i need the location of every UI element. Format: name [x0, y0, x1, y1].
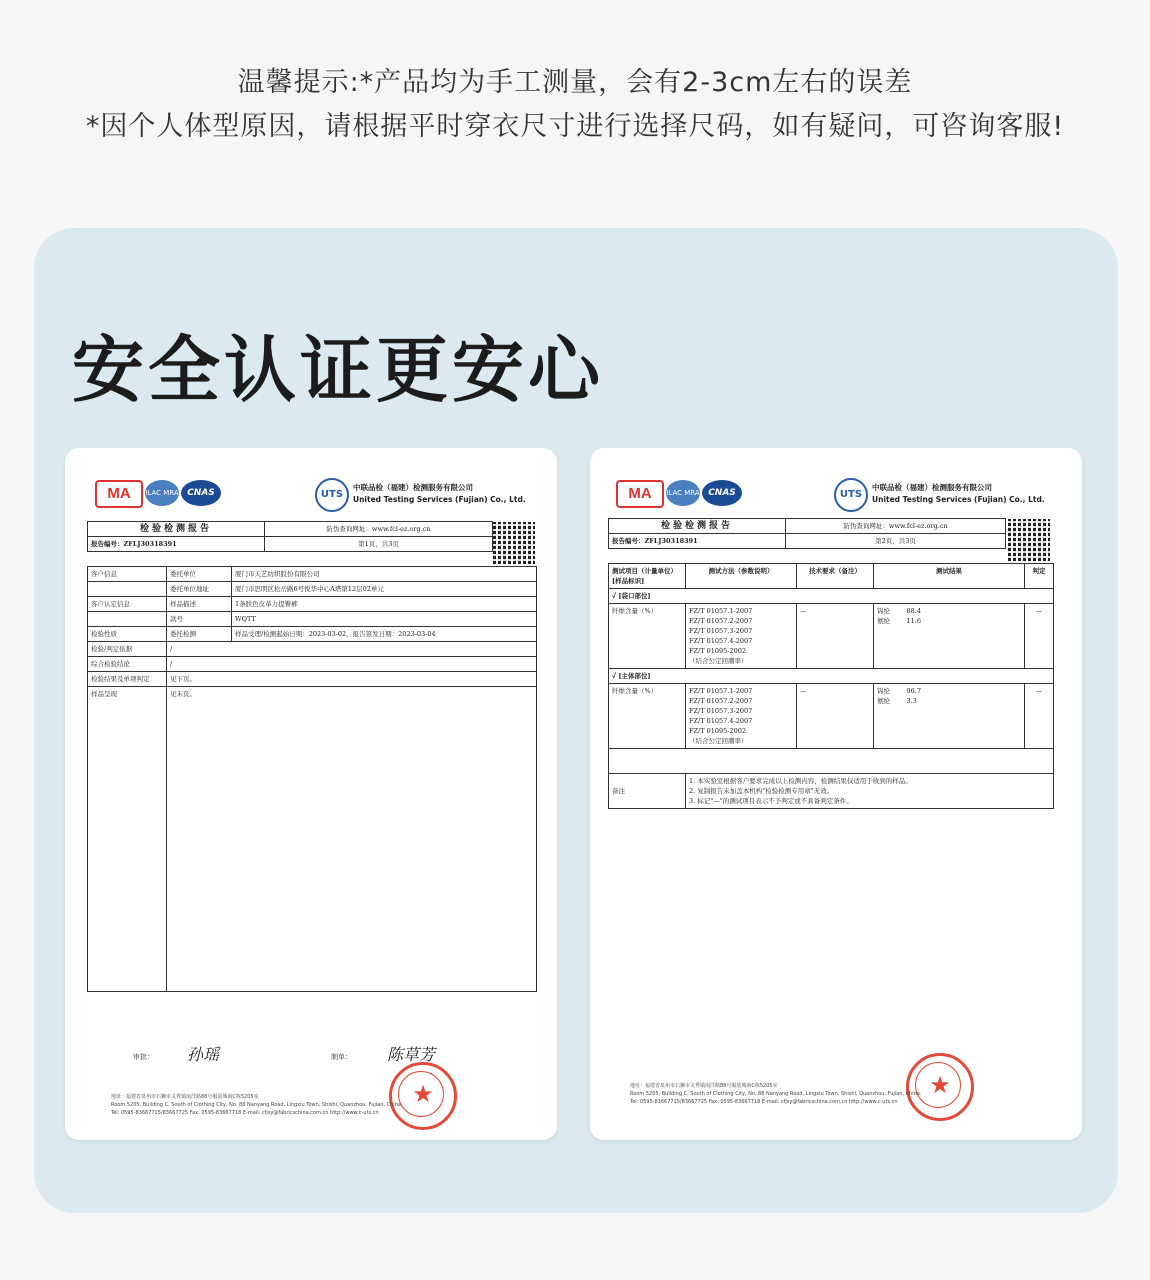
test-item: 纤维含量（%） [609, 684, 686, 749]
row-value: WQTT [232, 612, 537, 627]
ilac-mra-logo: ILAC MRA [145, 480, 179, 506]
row-sub: 委托单位 [167, 567, 232, 582]
maker-signature: 陈草芳 [387, 1045, 436, 1064]
col-header: 测试方法（参数说明） [686, 564, 797, 589]
method: FZ/T 01057.2-2007 [689, 617, 753, 625]
footer-contact: Tel: 0595-83667715/83667725 Fax: 0595-83667718 E-mail: cfjsy@fabricschina.com.cn http://www.c-uts.cn [111, 1110, 379, 1116]
ilac-mra-logo: ILAC MRA [666, 480, 700, 506]
cnas-logo: CNAS [181, 480, 221, 506]
fiber-name: 氨纶 [877, 697, 890, 705]
row-sub: 见下页。 [167, 672, 537, 687]
lab-name [872, 482, 1062, 506]
col-header: 技术要求（备注） [797, 564, 874, 589]
cnas-logo: CNAS [702, 480, 742, 506]
fiber-value: 3.3 [906, 697, 917, 705]
uts-logo: UTS [315, 478, 349, 512]
qr-code [1008, 519, 1050, 561]
approver-signature: 孙瑶 [187, 1045, 220, 1064]
report-title: 检验检测报告 [88, 522, 265, 537]
row-sub: 委托单位地址 [167, 582, 232, 597]
cma-logo: MA [95, 480, 143, 508]
report-number: 报告编号：ZFLJ30318391 [609, 534, 786, 549]
footer-address-cn: 地址：福建省泉州市石狮市灵秀镇南洋路88号服装城商C栋5205室 [111, 1094, 259, 1100]
footer-address-en: Room 5205, Building C, South of Clothing City, No. 88 Nanyang Road, Lingxiu Town, Shishi, Quanzhou, Fujian, China. [111, 1102, 403, 1108]
fiber-value: 96.7 [906, 687, 922, 695]
report-footer [630, 1082, 1050, 1106]
query-site: 防伪查询网址：www.fcl-ez.org.cn [265, 522, 493, 537]
remark-line: 1. 本实验室根据客户要求完成以上检测内容，检测结果仅适用于收到的样品。 [689, 777, 912, 785]
spacer-row [609, 749, 1054, 774]
cert-logos [95, 480, 295, 510]
maker-label: 制单： [331, 1053, 352, 1061]
col-header: 测试结果 [874, 564, 1025, 589]
approver-label: 审批： [133, 1053, 154, 1061]
col-header: 测试项目（计量单位）[样品标识] [609, 564, 686, 589]
section-title: ✓ [袋口部位] [609, 589, 1054, 604]
row-sub: 款号 [167, 612, 232, 627]
row-key: 检验/判定依据 [88, 642, 167, 657]
row-key [88, 612, 167, 627]
report-header-table [87, 521, 493, 552]
test-item: 纤维含量（%） [609, 604, 686, 669]
footer-address-cn: 地址：福建省泉州市石狮市灵秀镇南洋路88号服装城商C栋5205室 [630, 1083, 778, 1089]
method: FZ/T 01095-2002 [689, 727, 747, 735]
page-number: 第2页，共3页 [786, 534, 1006, 549]
footer-address-en: Room 5205, Building C, South of Clothing City, No. 88 Nanyang Road, Lingxiu Town, Shishi, Quanzhou, Fujian, China. [630, 1091, 922, 1097]
section-title: ✓ [主体部位] [609, 669, 1054, 684]
verdict: — [1025, 604, 1054, 669]
fiber-value: 88.4 [906, 607, 922, 615]
test-report-page-2 [590, 448, 1082, 1140]
row-key: 综合检验结论 [88, 657, 167, 672]
query-site: 防伪查询网址：www.fcl-ez.org.cn [786, 519, 1006, 534]
report-info-table [87, 566, 537, 992]
test-methods [686, 684, 797, 749]
fiber-name: 锦纶 [877, 607, 890, 615]
report-number: 报告编号：ZFLJ30318391 [88, 537, 265, 552]
lab-name-cn: 中联品检（福建）检测服务有限公司 [872, 483, 992, 492]
method: FZ/T 01057.3-2007 [689, 707, 753, 715]
row-key: 客户认定信息 [88, 597, 167, 612]
row-value: 厦门市思明区松岳路6号悦华中心A塔第12层02单元 [232, 582, 537, 597]
test-results-table [608, 563, 1054, 809]
test-report-page-1 [65, 448, 557, 1140]
row-value: 样品受理/检测起始日期：2023-03-02，报告签发日期：2023-03-04 [232, 627, 537, 642]
headline: 安全认证更安心 [72, 328, 605, 412]
test-results [874, 684, 1025, 749]
seal-star-icon: ★ [929, 1071, 951, 1099]
method: （结合公定回潮率） [689, 737, 748, 745]
fiber-name: 氨纶 [877, 617, 890, 625]
method: FZ/T 01057.4-2007 [689, 717, 753, 725]
report-footer [111, 1093, 531, 1117]
footer-contact: Tel: 0595-83667715/83667725 Fax: 0595-83667718 E-mail: cfjsy@fabricschina.com.cn http://www.c-uts.cn [630, 1099, 898, 1105]
method: FZ/T 01057.3-2007 [689, 627, 753, 635]
method: FZ/T 01057.1-2007 [689, 687, 753, 695]
requirement: — [797, 684, 874, 749]
verdict: — [1025, 684, 1054, 749]
report-title: 检验检测报告 [609, 519, 786, 534]
row-sub: 见末页。 [167, 687, 537, 992]
row-sub: / [167, 657, 537, 672]
row-key: 检验性质 [88, 627, 167, 642]
lab-name-cn: 中联品检（福建）检测服务有限公司 [353, 483, 473, 492]
remarks-label: 备注 [609, 774, 686, 809]
requirement: — [797, 604, 874, 669]
row-key: 样品呈现 [88, 687, 167, 992]
test-results [874, 604, 1025, 669]
cma-logo: MA [616, 480, 664, 508]
report-header-table [608, 518, 1006, 549]
method: FZ/T 01057.4-2007 [689, 637, 753, 645]
row-key: 检验结果及单项判定 [88, 672, 167, 687]
row-sub: / [167, 642, 537, 657]
notice-line-2: *因个人体型原因，请根据平时穿衣尺寸进行选择尺码，如有疑问，可咨询客服! [85, 111, 1065, 142]
uts-logo: UTS [834, 478, 868, 512]
row-sub: 委托检测 [167, 627, 232, 642]
page-number: 第1页，共3页 [265, 537, 493, 552]
row-value: 厦门市天艺纺织股份有限公司 [232, 567, 537, 582]
row-key [88, 582, 167, 597]
seal-star-icon: ★ [412, 1080, 434, 1108]
remarks [686, 774, 1054, 809]
col-header: 判定 [1025, 564, 1054, 589]
row-sub: 样品描述 [167, 597, 232, 612]
fiber-value: 11.6 [906, 617, 922, 625]
qr-code [493, 522, 535, 564]
remark-line: 2. 复制报告未加盖本机构"检验检测专用章"无效。 [689, 787, 834, 795]
method: FZ/T 01057.2-2007 [689, 697, 753, 705]
method: （结合公定回潮率） [689, 657, 748, 665]
method: FZ/T 01095-2002 [689, 647, 747, 655]
lab-name-en: United Testing Services (Fujian) Co., Ltd. [872, 495, 1045, 504]
row-value: 1条肤色皮革力提臀裤 [232, 597, 537, 612]
remark-line: 3. 标记"—"的测试项目表示不予判定或不具备判定条件。 [689, 797, 853, 805]
lab-name [353, 482, 543, 506]
cert-logos [616, 480, 816, 510]
row-key: 客户信息 [88, 567, 167, 582]
notice-line-1: 温馨提示:*产品均为手工测量，会有2-3cm左右的误差 [237, 67, 913, 98]
fiber-name: 锦纶 [877, 687, 890, 695]
lab-name-en: United Testing Services (Fujian) Co., Ltd. [353, 495, 526, 504]
test-methods [686, 604, 797, 669]
method: FZ/T 01057.1-2007 [689, 607, 753, 615]
